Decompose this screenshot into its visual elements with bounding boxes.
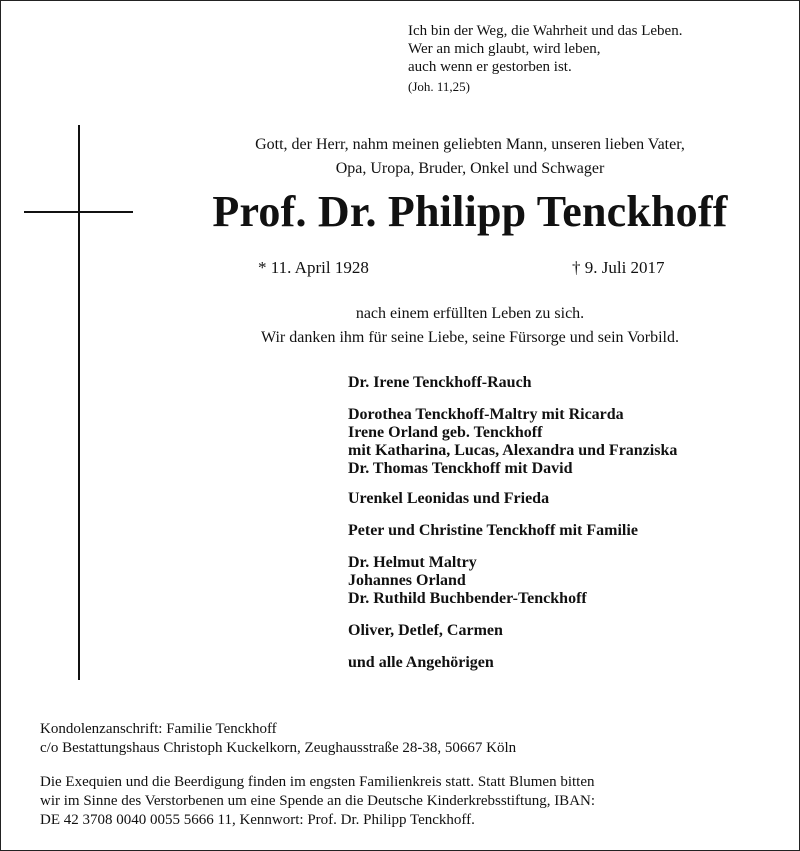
mourner-line: und alle Angehörigen [348,654,494,671]
deceased-name: Prof. Dr. Philipp Tenckhoff [212,187,728,236]
contact-line: Kondolenzanschrift: Familie Tenckhoff [40,721,277,737]
contact-line: c/o Bestattungshaus Christoph Kuckelkorn, Zeughausstraße 28-38, 50667 Köln [40,740,517,756]
mourner-line: Oliver, Detlef, Carmen [348,622,503,639]
mourner-line: mit Katharina, Lucas, Alexandra und Franziska [348,442,678,459]
cross-icon-bar [24,211,133,213]
mourner-line: Irene Orland geb. Tenckhoff [348,424,543,441]
death-date: † 9. Juli 2017 [572,258,665,277]
quote-reference: (Joh. 11,25) [408,79,470,94]
bible-quote [408,22,682,96]
mourner-line: Dr. Helmut Maltry [348,554,477,571]
quote-line: auch wenn er gestorben ist. [408,59,572,75]
mourner-line: Peter und Christine Tenckhoff mit Familie [348,522,638,539]
notice-line: wir im Sinne des Verstorbenen um eine Spende an die Deutsche Kinderkrebsstiftung, IBAN: [40,793,596,809]
mourner-line: Dr. Irene Tenckhoff-Rauch [348,374,532,391]
closing-line: nach einem erfüllten Leben zu sich. [355,305,585,322]
mourner-line: Dr. Thomas Tenckhoff mit David [348,460,573,477]
mourner-line: Urenkel Leonidas und Frieda [348,490,550,507]
closing-line: Wir danken ihm für seine Liebe, seine Fürsorge und sein Vorbild. [261,329,679,346]
quote-line: Wer an mich glaubt, wird leben, [408,41,601,57]
intro-line: Gott, der Herr, nahm meinen geliebten Mann, unseren lieben Vater, [255,136,685,153]
mourners-list [348,374,677,686]
cross-icon [78,125,80,680]
mourner-line: Dorothea Tenckhoff-Maltry mit Ricarda [348,406,624,423]
quote-line: Ich bin der Weg, die Wahrheit und das Leben. [408,23,683,39]
mourner-group [348,406,677,478]
birth-date: * 11. April 1928 [258,258,369,277]
mourner-group [348,654,677,672]
intro-text [160,133,780,181]
intro-line: Opa, Uropa, Bruder, Onkel und Schwager [335,160,605,177]
mourner-group [348,490,677,508]
mourner-group [348,522,677,540]
funeral-notice [40,773,595,830]
mourner-group [348,622,677,640]
closing-text [160,302,780,350]
mourner-group [348,554,677,608]
mourner-line: Dr. Ruthild Buchbender-Tenckhoff [348,590,587,607]
notice-line: DE 42 3708 0040 0055 5666 11, Kennwort: Prof. Dr. Philipp Tenckhoff. [40,812,475,828]
mourner-line: Johannes Orland [348,572,466,589]
notice-line: Die Exequien und die Beerdigung finden im engsten Familienkreis statt. Statt Blumen bitten [40,774,595,790]
mourner-group [348,374,677,392]
condolence-address [40,720,516,758]
